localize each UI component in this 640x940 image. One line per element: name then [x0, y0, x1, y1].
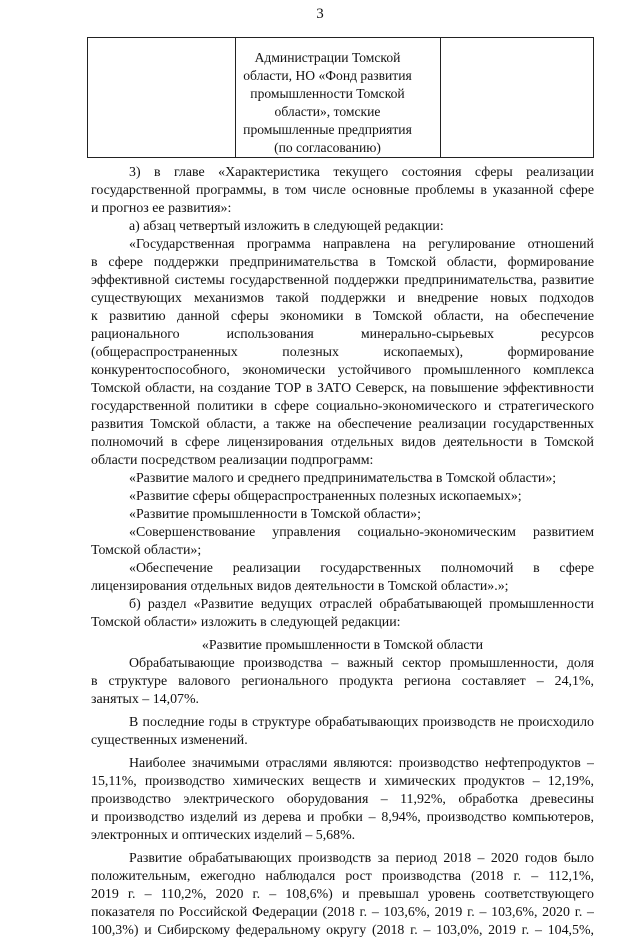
page-number: 3 — [316, 6, 324, 22]
body-text-line: Томской области» изложить в следующей редакции: — [91, 615, 401, 630]
document-body — [91, 164, 594, 940]
body-text-line: б) раздел «Развитие ведущих отраслей обрабатывающей промышленности — [129, 597, 594, 612]
body-text-line: Обрабатывающие производства – важный сектор промышленности, доля — [129, 656, 594, 671]
body-text-line: производство электрического оборудования – 11,92%, обработка древесины — [91, 792, 594, 807]
body-text-line: существующих механизмов такой поддержки и внедрение новых подходов — [91, 291, 594, 306]
table-column-divider — [440, 38, 441, 157]
body-text-line: «Развитие сферы общераспространенных полезных ископаемых»; — [129, 489, 522, 504]
body-text-line: электронных и оптических изделий – 5,68%. — [91, 828, 356, 843]
table-cell-line: (по согласованию) — [274, 140, 381, 155]
body-text-line: 100,3%) и Сибирскому федеральному округу (2018 г. – 103,0%, 2019 г. – 104,5%, — [91, 923, 594, 938]
body-text-line: показателя по Российской Федерации (2018 г. – 103,6%, 2019 г. – 103,6%, 2020 г. – — [91, 905, 594, 920]
body-text-line: «Обеспечение реализации государственных полномочий в сфере — [129, 561, 594, 576]
body-text-line: 2019 г. – 110,2%, 2020 г. – 108,6%) и превышал уровень соответствующего — [91, 887, 594, 902]
body-text-line: и производство изделий из дерева и пробки – 8,94%, производство компьютеров, — [91, 810, 594, 825]
body-text-line: в структуре валового регионального продукта региона составляет – 24,1%, — [91, 674, 594, 689]
body-text-line: «Развитие малого и среднего предпринимательства в Томской области»; — [129, 471, 557, 486]
body-text-line: Томской области»; — [91, 543, 202, 558]
body-text-line: полномочий в сфере лицензирования отдельных видов деятельности в Томской — [91, 435, 594, 450]
body-text-line: 3) в главе «Характеристика текущего состояния сферы реализации — [129, 165, 594, 180]
body-text-line: развития Томской области, а также на обеспечение реализации государственных — [91, 417, 594, 432]
table-fragment — [87, 37, 594, 158]
body-text-line: существенных изменений. — [91, 733, 248, 748]
body-text-line: 15,11%, производство химических веществ и химических продуктов – 12,19%, — [91, 774, 594, 789]
body-text-line: государственной программы, в том числе основные проблемы в указанной сфере — [91, 183, 594, 198]
table-cell-line: области, НО «Фонд развития — [243, 68, 412, 83]
body-text-line: положительным, ежегодно наблюдался рост производства (2018 г. – 112,1%, — [91, 869, 594, 884]
body-text-line: конкурентоспособного, экономически устойчивого промышленного комплекса — [91, 363, 594, 378]
body-text-line: эффективной системы государственной поддержки предпринимательства, развитие — [91, 273, 594, 288]
body-text-line: Томской области, на создание ТОР в ЗАТО Северск, на повышение эффективности — [91, 381, 594, 396]
body-text-line: В последние годы в структуре обрабатывающих производств не происходило — [129, 715, 594, 730]
table-cell-line: промышленности Томской — [250, 86, 405, 101]
table-cell-line: области», томские — [274, 104, 381, 119]
body-text-line: а) абзац четвертый изложить в следующей редакции: — [129, 219, 444, 234]
body-text-line: занятых – 14,07%. — [91, 692, 200, 707]
body-text-line: государственной политики в сфере социально-экономического и стратегического — [91, 399, 594, 414]
body-text-line: (общераспространенных полезных ископаемых), формирование — [91, 345, 594, 360]
body-text-line: области посредством реализации подпрограмм: — [91, 453, 374, 468]
body-text-line: рационального использования минерально-сырьевых ресурсов — [91, 327, 594, 342]
body-text-line: к развитию данной сферы экономики в Томской области, на обеспечение — [91, 309, 594, 324]
body-text-line: «Развитие промышленности в Томской области»; — [129, 507, 421, 522]
body-text-line: «Государственная программа направлена на регулирование отношений — [129, 237, 594, 252]
table-cell-executors — [230, 49, 425, 157]
table-cell-line: Администрации Томской — [254, 50, 401, 65]
body-text-line: в сфере поддержки предпринимательства в Томской области, формирование — [91, 255, 594, 270]
body-text-line: Наиболее значимыми отраслями являются: производство нефтепродуктов – — [129, 756, 594, 771]
section-heading: «Развитие промышленности в Томской области — [201, 638, 484, 653]
body-text-line: «Совершенствование управления социально-экономическим развитием — [129, 525, 594, 540]
body-text-line: Развитие обрабатывающих производств за период 2018 – 2020 годов было — [129, 851, 594, 866]
table-cell-line: промышленные предприятия — [243, 122, 412, 137]
body-text-line: и прогноз ее развития»: — [91, 201, 232, 216]
body-text-line: лицензирования отдельных видов деятельности в Томской области».»; — [91, 579, 509, 594]
